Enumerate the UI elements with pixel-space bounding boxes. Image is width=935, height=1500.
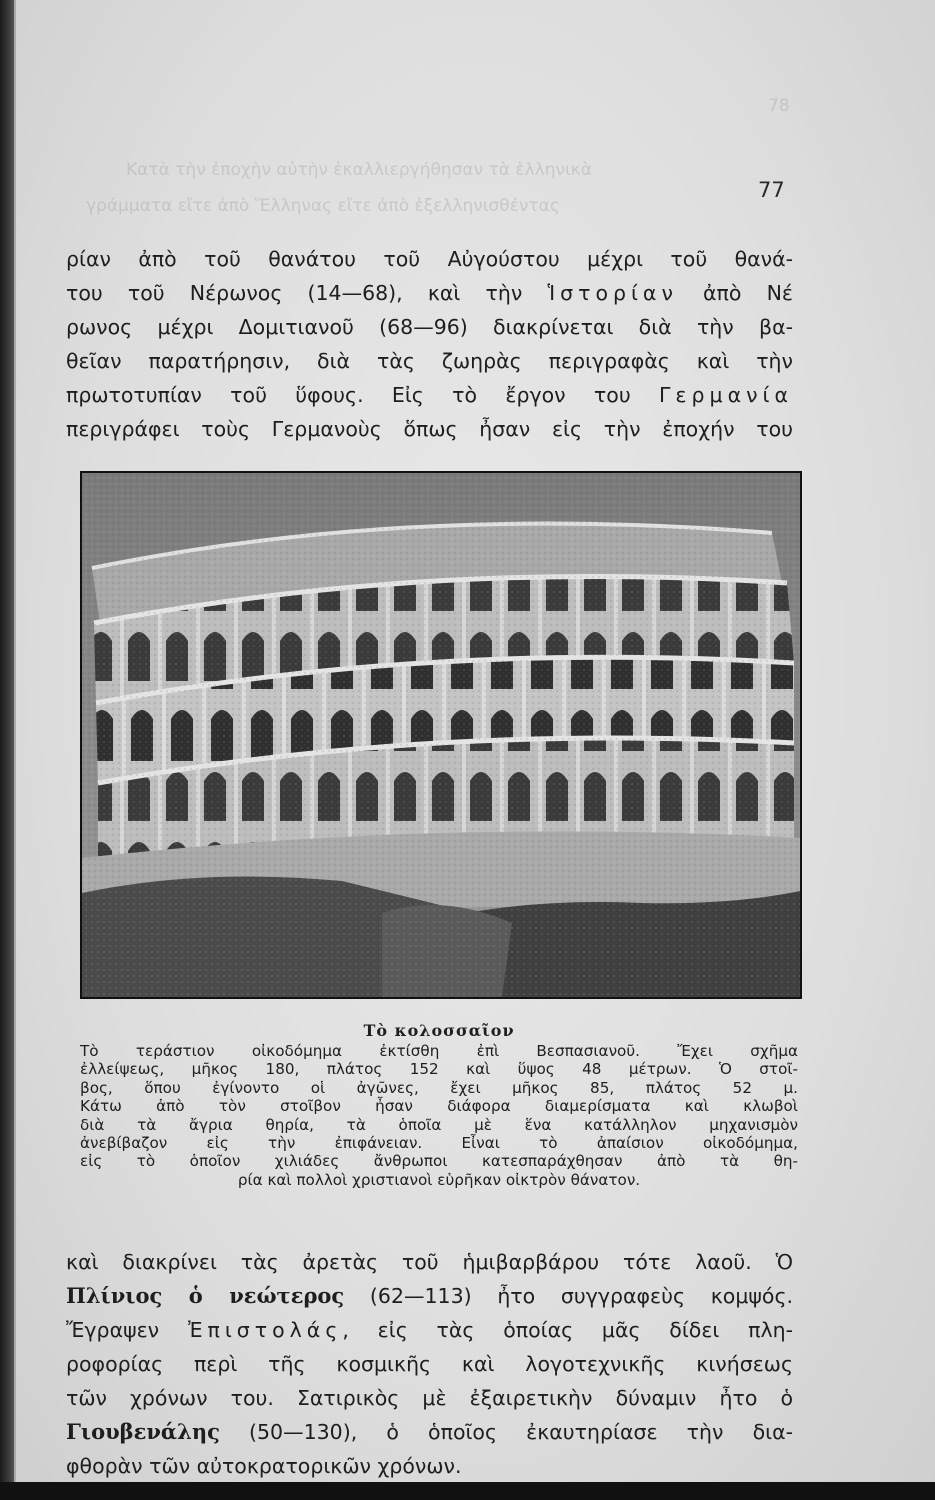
text-line: Ἔγραψεν Ἐπιστολάς, εἰς τὰς ὁποίας μᾶς δίδει πλη- <box>66 1318 793 1342</box>
text-line: ροφορίας περὶ τῆς κοσμικῆς καὶ λογοτεχνικῆς κινήσεως <box>66 1352 793 1376</box>
epistolas-word: Ἐπιστολάς <box>187 1318 343 1342</box>
scan-edge <box>0 0 14 1500</box>
text-line: Γιουβενάλης (50—130), ὁ ὁποῖος ἐκαυτηρίασε τὴν δια- <box>66 1419 793 1444</box>
text-line: καὶ διακρίνει τὰς ἀρετὰς τοῦ ἡμιβαρβάρου τότε λαοῦ. Ὁ <box>66 1250 793 1274</box>
top-paragraph <box>66 242 793 446</box>
bottom-paragraph <box>66 1245 793 1483</box>
colosseum-illustration <box>82 473 800 997</box>
page-number: 77 <box>758 178 785 202</box>
bleed-text-line: Κατὰ τὴν ἐποχὴν αὐτὴν ἐκαλλιεργήθησαν τὰ ἑλληνικὰ <box>126 160 592 180</box>
caption-line: ρία καὶ πολλοὶ χριστιανοὶ εὑρῆκαν οἰκτρὸν θάνατον. <box>237 1170 641 1189</box>
caption-line: ἀνεβίβαζον εἰς τὴν ἐπιφάνειαν. Εἶναι τὸ ἀπαίσιον οἰκοδόμημα, <box>80 1133 798 1152</box>
figure-caption <box>80 1020 798 1189</box>
text-line: του τοῦ Νέρωνος (14—68), καὶ τὴν Ἱστορίαν ἀπὸ Νέ <box>66 281 793 305</box>
caption-line: βος, ὅπου ἐγίνοντο οἱ ἀγῶνες, ἔχει μῆκος 85, πλάτος 52 μ. <box>80 1078 798 1097</box>
text-line: τῶν χρόνων του. Σατιρικὸς μὲ ἐξαιρετικὴν δύναμιν ἦτο ὁ <box>66 1386 793 1410</box>
caption-line: Τὸ τεράστιον οἰκοδόμημα ἐκτίσθη ἐπὶ Βεσπασιανοῦ. Ἔχει σχῆμα <box>80 1042 798 1060</box>
text-line: ρωνος μέχρι Δομιτιανοῦ (68—96) διακρίνεται διὰ τὴν βα- <box>66 315 793 339</box>
text-line: θεῖαν παρατήρησιν, διὰ τὰς ζωηρὰς περιγραφὰς καὶ τὴν <box>66 349 793 373</box>
historia-word: Ἱστορίαν <box>547 281 678 305</box>
text-line: περιγράφει τοὺς Γερμανοὺς ὅπως ἦσαν εἰς τὴν ἐποχήν του <box>66 417 793 441</box>
germania-word: Γερμανία <box>659 383 793 407</box>
caption-line: εἰς τὸ ὁποῖον χιλιάδες ἄνθρωποι κατεσπαράχθησαν ἀπὸ τὰ θη- <box>80 1152 798 1171</box>
caption-line: διὰ τὰ ἄγρια θηρία, τὰ ὁποῖα μὲ ἕνα κατάλληλον μηχανισμὸν <box>80 1115 798 1134</box>
bleed-page-number: 78 <box>768 96 790 116</box>
text-line: Πλίνιος ὁ νεώτερος (62—113) ἦτο συγγραφεὺς κομψός. <box>66 1283 794 1308</box>
caption-line: Κάτω ἀπὸ τὸν στοῖβον ἦσαν διάφορα διαμερίσματα καὶ κλωβοὶ <box>80 1097 798 1116</box>
colosseum-photo <box>80 471 802 999</box>
author-name-juvenal: Γιουβενάλης <box>66 1419 220 1444</box>
caption-line: ἐλλείψεως, μῆκος 180, πλάτος 152 καὶ ὕψος 48 μέτρων. Ὁ στοῖ- <box>80 1060 798 1079</box>
bleed-text-line: γράμματα εἴτε ἀπὸ Ἕλληνας εἴτε ἀπὸ ἐξελληνισθέντας <box>86 196 560 216</box>
caption-title: Τὸ κολοσσαῖον <box>363 1021 515 1040</box>
author-name-plinius: Πλίνιος ὁ νεώτερος <box>66 1283 345 1308</box>
text-line: φθορὰν τῶν αὐτοκρατορικῶν χρόνων. <box>66 1454 462 1478</box>
text-line: πρωτοτυπίαν τοῦ ὕφους. Εἰς τὸ ἔργον του Γερμανία <box>66 383 793 407</box>
scan-bottom-edge <box>0 1482 935 1500</box>
text-line: ρίαν ἀπὸ τοῦ θανάτου τοῦ Αὐγούστου μέχρι τοῦ θανά- <box>66 247 793 271</box>
